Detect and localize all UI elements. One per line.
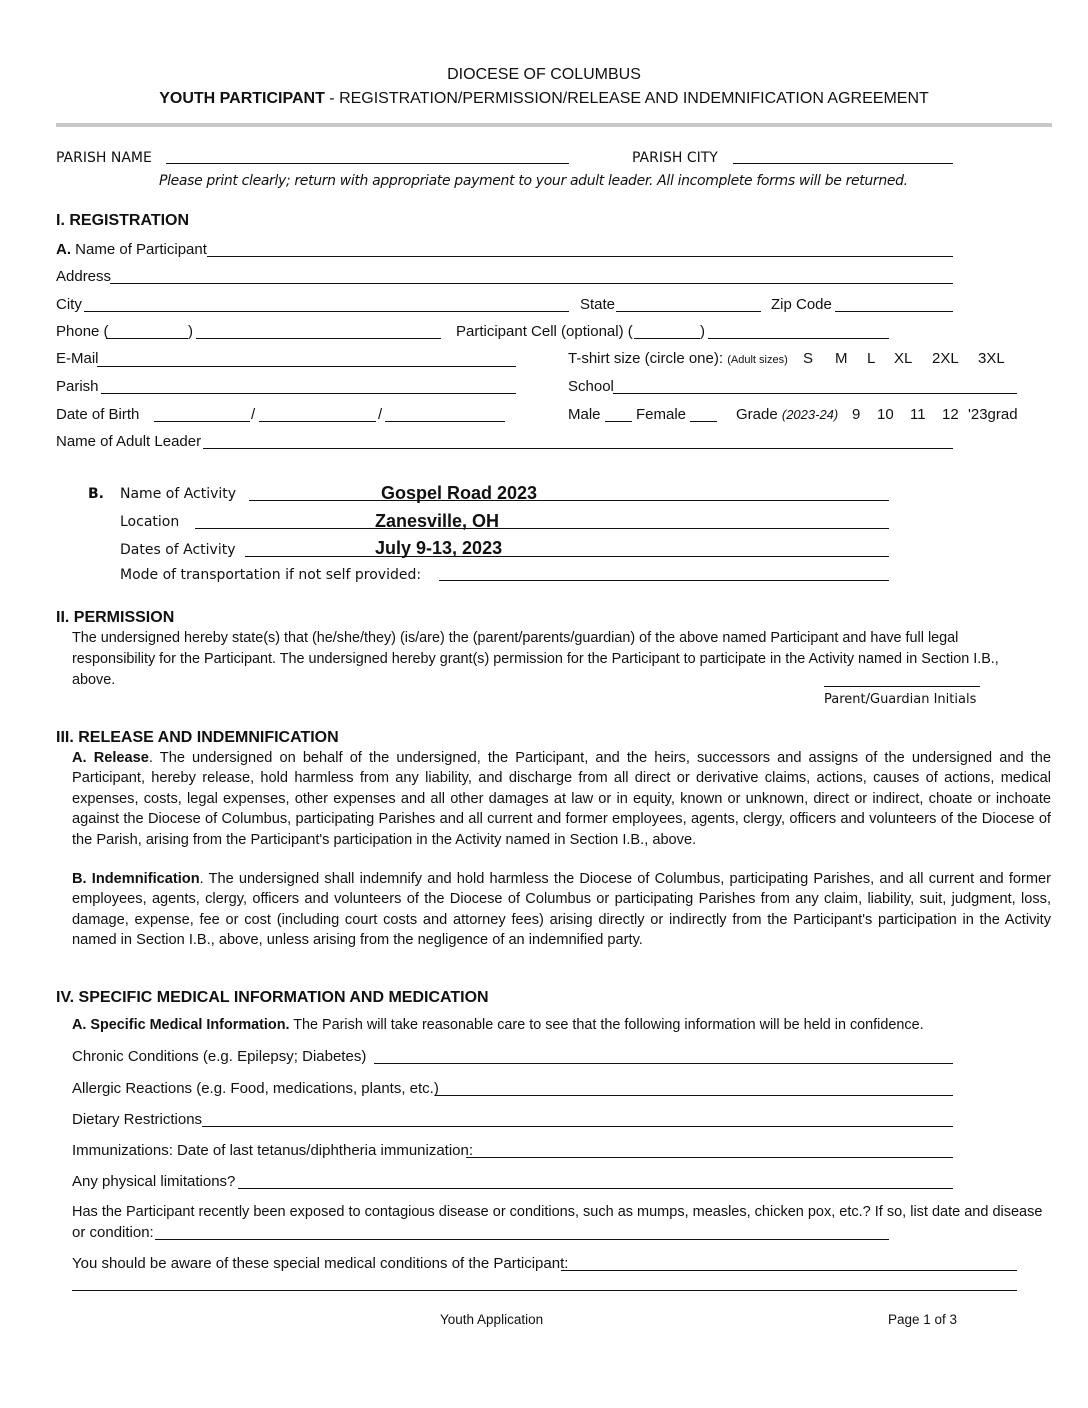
parish-name-label: PARISH NAME xyxy=(56,150,152,166)
phone-close: ) xyxy=(188,323,193,340)
parent-initials-field[interactable] xyxy=(824,686,980,687)
allergic-label: Allergic Reactions (e.g. Food, medications, plants, etc.) xyxy=(72,1080,439,1097)
exposed-field[interactable] xyxy=(155,1239,889,1240)
female-label: Female xyxy=(636,406,687,423)
phone-label: Phone ( xyxy=(56,323,109,340)
state-label: State xyxy=(580,296,616,313)
chronic-label: Chronic Conditions (e.g. Epilepsy; Diabetes) xyxy=(72,1048,367,1065)
cell-label: Participant Cell (optional) ( xyxy=(456,323,633,340)
exposed-line-1: Has the Participant recently been exposed to contagious disease or conditions, such as mumps, measles, chicken pox, etc.? If so, list date and disease xyxy=(72,1204,1043,1220)
release-text: . The undersigned on behalf of the undersigned, the Participant, and the heirs, successors and assigns of the undersigned and the Participant, hereby release, hold harmless from any liability, and discharge from all direct or derivative claims, actions, causes of actions, medical expenses, costs, legal expenses, other expenses and all other damages at law or in equity, known or unknown, direct or indirect, choate or inchoate against the Diocese of Columbus, participating Parishes and all current and former employees, agents, clergy, officers and volunteers of the Diocese of the Parish, arising from the Participant's participation in the Activity named in Section I.B., above. xyxy=(72,750,1052,848)
city-field[interactable] xyxy=(84,311,569,312)
dob-label: Date of Birth xyxy=(56,406,140,423)
male-label: Male xyxy=(568,406,601,423)
tshirt-note: (Adult sizes) xyxy=(727,354,788,366)
parish-label: Parish xyxy=(56,378,99,395)
participant-label-text: Name of Participant xyxy=(75,241,207,258)
zip-field[interactable] xyxy=(835,311,953,312)
allergic-field[interactable] xyxy=(435,1095,953,1096)
dob-year-field[interactable] xyxy=(385,421,505,422)
zip-label: Zip Code xyxy=(771,296,832,313)
dietary-label: Dietary Restrictions xyxy=(72,1111,203,1128)
school-field[interactable] xyxy=(613,393,1017,394)
dob-slash-1: / xyxy=(251,406,256,423)
activity-field[interactable] xyxy=(249,500,889,501)
exposed-line-2: or condition: xyxy=(72,1224,154,1241)
parish-name-field[interactable] xyxy=(166,163,569,164)
indemnification-heading: B. Indemnification xyxy=(72,871,200,887)
parent-initials-label: Parent/Guardian Initials xyxy=(824,692,977,707)
school-label: School xyxy=(568,378,614,395)
b-prefix-text: B. xyxy=(88,486,104,502)
size-2xl-option[interactable]: 2XL xyxy=(932,350,959,367)
permission-line-2: responsibility for the Participant. The undersigned hereby grant(s) permission for the Participant to participate in the Activity named in Section I.B., xyxy=(72,651,999,667)
header-divider xyxy=(56,123,1052,127)
dates-field[interactable] xyxy=(245,556,889,557)
chronic-field[interactable] xyxy=(374,1063,953,1064)
dob-slash-2: / xyxy=(378,406,383,423)
aware-field-extra[interactable] xyxy=(72,1290,1017,1291)
email-label: E-Mail xyxy=(56,350,99,367)
grade-11-option[interactable]: 11 xyxy=(910,406,926,423)
grade-12-option[interactable]: 12 xyxy=(942,406,959,423)
permission-line-1: The undersigned hereby state(s) that (he/she/they) (is/are) the (parent/parents/guardian) of the above named Participant and have full legal xyxy=(72,630,959,646)
activity-value[interactable]: Gospel Road 2023 xyxy=(381,483,538,503)
transport-field[interactable] xyxy=(439,580,889,581)
parish-city-field[interactable] xyxy=(733,163,953,164)
indemnification-text: . The undersigned shall indemnify and hold harmless the Diocese of Columbus, participating Parishes, and all current and former employees, agents, clergy, officers and volunteers of the Diocese of Columbus or participating Parishes from any claim, liability, suit, judgment, loss, damage, expense, fee or cost (including court costs and attorney fees) arising directly or indirectly from the Participant's participation in the Activity named in Section I.B., above, unless arising from the negligence of an indemnified party. xyxy=(72,871,1051,949)
size-3xl-option[interactable]: 3XL xyxy=(978,350,1005,367)
a-prefix: A. xyxy=(56,241,71,258)
medical-intro xyxy=(72,1017,924,1033)
state-field[interactable] xyxy=(616,311,761,312)
phone-area-field[interactable] xyxy=(106,338,188,339)
permission-line-3: above. xyxy=(72,672,116,688)
section-permission-title: II. PERMISSION xyxy=(56,609,175,626)
dob-month-field[interactable] xyxy=(154,421,250,422)
grade-label xyxy=(736,406,838,423)
location-label: Location xyxy=(120,514,180,530)
section-medical-title: IV. SPECIFIC MEDICAL INFORMATION AND MEDICATION xyxy=(56,989,489,1006)
transport-label: Mode of transportation if not self provided: xyxy=(120,567,422,583)
grade-label-text: Grade xyxy=(736,406,778,423)
grade-year: (2023-24) xyxy=(781,407,839,422)
cell-area-field[interactable] xyxy=(634,338,700,339)
medical-intro-heading: A. Specific Medical Information. xyxy=(72,1017,290,1033)
release-heading: A. Release xyxy=(72,750,149,766)
section-registration-title: I. REGISTRATION xyxy=(56,212,190,229)
dietary-field[interactable] xyxy=(202,1126,953,1127)
physical-label: Any physical limitations? xyxy=(72,1173,236,1190)
location-value[interactable]: Zanesville, OH xyxy=(375,511,500,531)
medical-intro-text: The Parish will take reasonable care to see that the following information will be held in confidence. xyxy=(289,1017,924,1033)
parish-city-label: PARISH CITY xyxy=(632,150,718,166)
participant-label xyxy=(56,241,207,258)
cell-close: ) xyxy=(700,323,705,340)
form-title xyxy=(0,90,1088,108)
address-label: Address xyxy=(56,268,112,285)
dates-value[interactable]: July 9-13, 2023 xyxy=(375,538,503,558)
size-l-option[interactable]: L xyxy=(867,350,876,367)
location-field[interactable] xyxy=(195,528,889,529)
dob-day-field[interactable] xyxy=(259,421,376,422)
tshirt-label-text: T-shirt size (circle one): xyxy=(568,350,724,367)
physical-field[interactable] xyxy=(238,1188,953,1189)
grade-23grad-option[interactable]: '23grad xyxy=(968,406,1018,423)
footer-center: Youth Application xyxy=(440,1312,544,1327)
leader-field[interactable] xyxy=(203,448,953,449)
email-field[interactable] xyxy=(97,366,516,367)
participant-name-field[interactable] xyxy=(207,256,953,257)
org-title: DIOCESE OF COLUMBUS xyxy=(447,66,641,83)
immunization-label: Immunizations: Date of last tetanus/diphtheria immunization: xyxy=(72,1142,474,1159)
tshirt-label xyxy=(568,350,788,367)
size-s-option[interactable]: S xyxy=(803,350,814,367)
b-prefix xyxy=(88,486,104,502)
indemnification-paragraph xyxy=(72,869,1051,951)
grade-10-option[interactable]: 10 xyxy=(877,406,894,423)
size-xl-option[interactable]: XL xyxy=(894,350,913,367)
phone-number-field[interactable] xyxy=(196,338,441,339)
form-title-rest: - REGISTRATION/PERMISSION/RELEASE AND INDEMNIFICATION AGREEMENT xyxy=(324,90,929,107)
parish-field[interactable] xyxy=(101,393,516,394)
cell-number-field[interactable] xyxy=(708,338,889,339)
release-paragraph xyxy=(72,748,1051,850)
aware-field[interactable] xyxy=(561,1270,1017,1271)
instructions-text: Please print clearly; return with appropriate payment to your adult leader. All incomplete forms will be returned. xyxy=(159,173,908,189)
section-release-title: III. RELEASE AND INDEMNIFICATION xyxy=(56,729,339,746)
leader-label: Name of Adult Leader xyxy=(56,433,202,450)
activity-label: Name of Activity xyxy=(120,486,237,502)
dates-label: Dates of Activity xyxy=(120,542,236,558)
address-field[interactable] xyxy=(110,283,953,284)
city-label: City xyxy=(56,296,82,313)
form-title-bold: YOUTH PARTICIPANT xyxy=(159,90,325,107)
page-number: Page 1 of 3 xyxy=(888,1312,958,1327)
grade-9-option[interactable]: 9 xyxy=(852,406,861,423)
female-field[interactable] xyxy=(690,421,717,422)
size-m-option[interactable]: M xyxy=(835,350,848,367)
aware-label: You should be aware of these special medical conditions of the Participant: xyxy=(72,1255,569,1272)
male-field[interactable] xyxy=(605,421,632,422)
immunization-field[interactable] xyxy=(466,1157,953,1158)
